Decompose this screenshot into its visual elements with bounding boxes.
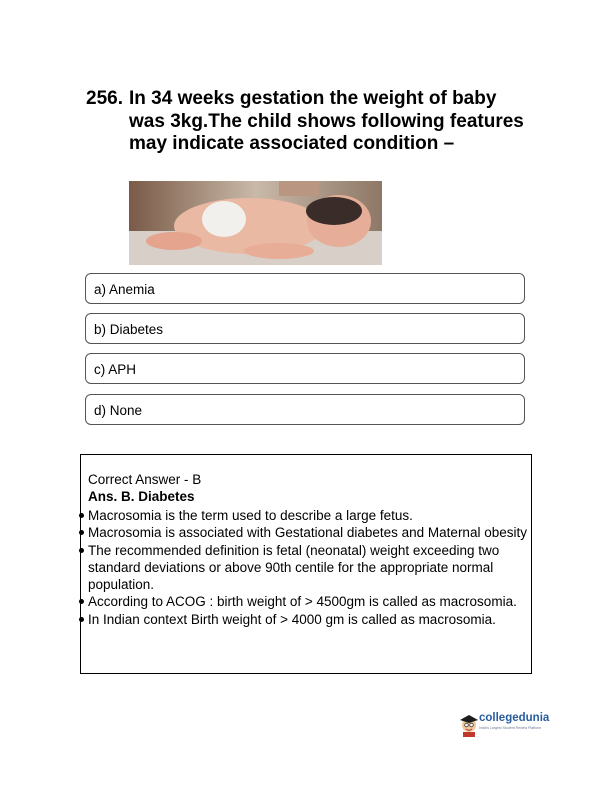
list-item: Macrosomia is the term used to describe a large fetus. — [88, 507, 528, 524]
brand-logo — [459, 712, 550, 740]
list-item: According to ACOG : birth weight of > 4500gm is called as macrosomia. — [88, 593, 528, 610]
list-item: Macrosomia is associated with Gestational diabetes and Maternal obesity — [88, 525, 527, 541]
option-b[interactable]: b) Diabetes — [85, 313, 525, 344]
option-a[interactable]: a) Anemia — [85, 273, 525, 304]
brand-tagline: India's Largest Student Review Platform — [479, 726, 542, 730]
option-d[interactable]: d) None — [85, 394, 525, 425]
list-item: In Indian context Birth weight of > 4000 gm is called as macrosomia. — [88, 611, 528, 628]
mascot-icon — [459, 712, 479, 738]
brand-name: collegedunia — [479, 712, 550, 724]
list-item: The recommended definition is fetal (neonatal) weight exceeding two standard deviations or above 90th centile for the appropriate normal population. — [88, 542, 528, 594]
answer-explanation-box — [80, 454, 532, 674]
newborn-baby-photo — [129, 181, 382, 265]
explanation-list — [88, 507, 528, 628]
question-number: 256. — [86, 88, 123, 109]
answer-heading: Ans. B. Diabetes — [88, 489, 195, 504]
question-text: In 34 weeks gestation the weight of baby was 3kg.The child shows following features may indicate associated condition – — [129, 88, 524, 154]
option-c[interactable]: c) APH — [85, 353, 525, 384]
correct-answer-label: Correct Answer - B — [88, 472, 202, 487]
